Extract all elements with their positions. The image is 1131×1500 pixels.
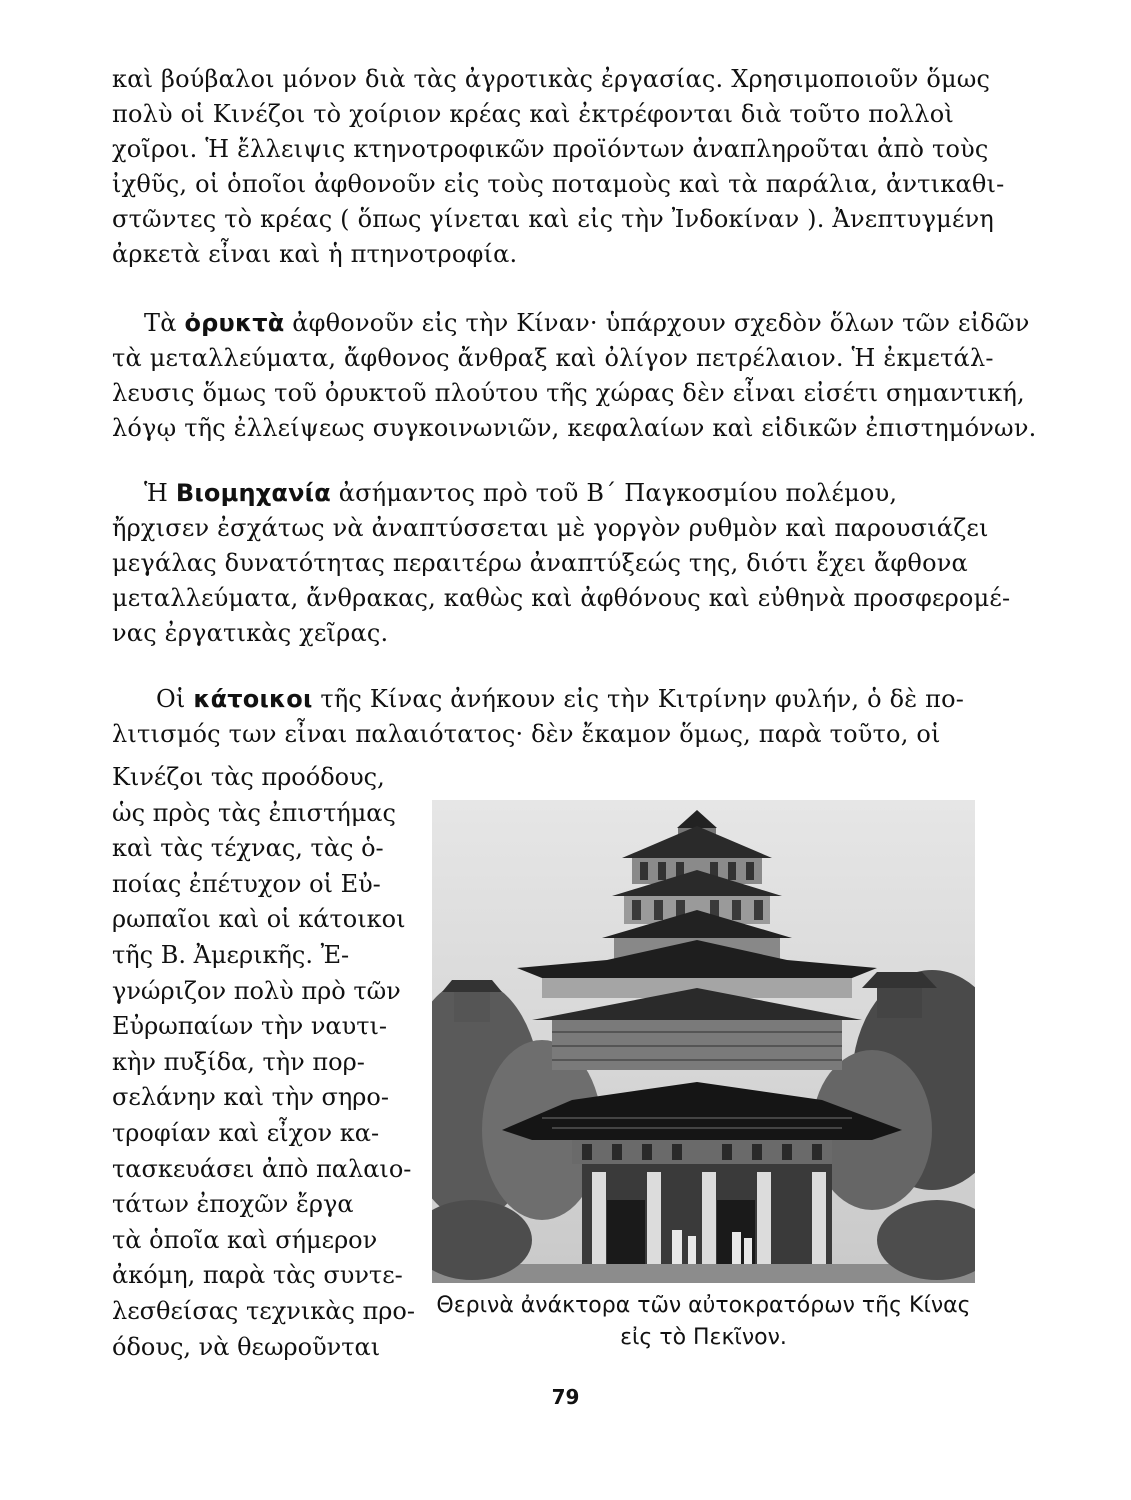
- text-line: ποίας ἐπέτυχον οἱ Εὐ-: [112, 869, 381, 898]
- text-line: μεγάλας δυνατότητας περαιτέρω ἀναπτύξεώς της, διότι ἔχει ἄφθονα: [112, 549, 968, 577]
- keyword-minerals: ὀρυκτὰ: [184, 309, 285, 337]
- text-line: [112, 306, 1030, 341]
- paragraph-minerals: [112, 306, 1037, 446]
- text-line: μεταλλεύματα, ἄνθρακας, καθὼς καὶ ἀφθόνους καὶ εὐθηνὰ προσφερομέ-: [112, 584, 1011, 612]
- text-line: σελάνην καὶ τὴν σηρο-: [112, 1083, 389, 1112]
- text-line: Κινέζοι τὰς προόδους,: [112, 763, 385, 791]
- lead-word: Ἡ: [144, 479, 169, 507]
- paragraph-inhabitants: [112, 682, 980, 752]
- text-line: τάτων ἐποχῶν ἔργα: [112, 1190, 354, 1219]
- text-line: νας ἐργατικὰς χεῖρας.: [112, 619, 389, 647]
- text-line: Εὐρωπαίων τὴν ναυτι-: [112, 1012, 388, 1041]
- text-line: όδους, νὰ θεωροῦνται: [112, 1332, 381, 1361]
- summer-palace-photo: [432, 800, 975, 1283]
- text-line: [112, 682, 980, 717]
- text-line: γνώριζον πολὺ πρὸ τῶν: [112, 976, 401, 1005]
- paragraph-livestock: [112, 62, 1005, 272]
- pagoda-illustration: [432, 800, 975, 1283]
- text-line: πολὺ οἱ Κινέζοι τὸ χοίριον κρέας καὶ ἐκτρέφονται διὰ τοῦτο πολλοὶ: [112, 100, 954, 128]
- keyword-inhabitants: κάτοικοι: [193, 685, 313, 713]
- keyword-industry: Βιομηχανία: [175, 479, 331, 507]
- narrow-text-column: [112, 760, 415, 1365]
- page-number: 79: [551, 1385, 580, 1409]
- photo-caption: [432, 1290, 975, 1354]
- text-line: χοῖροι. Ἡ ἔλλειψις κτηνοτροφικῶν προϊόντων ἀναπληροῦται ἀπὸ τοὺς: [112, 135, 989, 163]
- text-line: λευσις ὅμως τοῦ ὀρυκτοῦ πλούτου τῆς χώρας δὲν εἶναι εἰσέτι σημαντική,: [112, 379, 1025, 407]
- text-line: τὰ ὁποῖα καὶ σήμερον: [112, 1225, 378, 1254]
- text-line: ἀκόμη, παρὰ τὰς συντε-: [112, 1261, 403, 1290]
- text-line: ἤρχισεν ἐσχάτως νὰ ἀναπτύσσεται μὲ γοργὸν ρυθμὸν καὶ παρουσιάζει: [112, 514, 989, 542]
- caption-line: εἰς τὸ Πεκῖνον.: [620, 1325, 787, 1350]
- text-line: στῶντες τὸ κρέας ( ὅπως γίνεται καὶ εἰς τὴν Ἰνδοκίναν ). Ἀνεπτυγμένη: [112, 205, 994, 233]
- line-rest: τῆς Κίνας ἀνήκουν εἰς τὴν Κιτρίνην φυλήν, ὁ δὲ πο-: [320, 685, 965, 713]
- text-line: τῆς Β. Ἀμερικῆς. Ἐ-: [112, 940, 350, 969]
- text-line: ἰχθῦς, οἱ ὁποῖοι ἀφθονοῦν εἰς τοὺς ποταμοὺς καὶ τὰ παράλια, ἀντικαθι-: [112, 170, 1005, 198]
- line-rest: ἀσήμαντος πρὸ τοῦ Β΄ Παγκοσμίου πολέμου,: [338, 479, 898, 507]
- line-rest: ἀφθονοῦν εἰς τὴν Κίναν· ὑπάρχουν σχεδὸν ὅλων τῶν εἰδῶν: [292, 309, 1030, 337]
- text-line: τασκευάσει ἀπὸ παλαιο-: [112, 1154, 412, 1183]
- paragraph-industry: [112, 476, 1011, 651]
- text-line: ἀρκετὰ εἶναι καὶ ἡ πτηνοτροφία.: [112, 240, 518, 268]
- text-line: λιτισμός των εἶναι παλαιότατος· δὲν ἔκαμον ὅμως, παρὰ τοῦτο, οἱ: [112, 720, 941, 748]
- text-line: ὡς πρὸς τὰς ἐπιστήμας: [112, 798, 396, 827]
- caption-line: Θερινὰ ἀνάκτορα τῶν αὐτοκρατόρων τῆς Κίνας: [436, 1293, 971, 1318]
- text-line: καὶ τὰς τέχνας, τὰς ὁ-: [112, 834, 384, 863]
- text-line: κὴν πυξίδα, τὴν πορ-: [112, 1047, 365, 1076]
- text-line: καὶ βούβαλοι μόνον διὰ τὰς ἀγροτικὰς ἐργασίας. Χρησιμοποιοῦν ὅμως: [112, 65, 991, 93]
- lead-word: Οἱ: [156, 685, 186, 713]
- text-line: ρωπαῖοι καὶ οἱ κάτοικοι: [112, 905, 406, 934]
- text-line: λεσθείσας τεχνικὰς προ-: [112, 1296, 415, 1325]
- text-line: τροφίαν καὶ εἶχον κα-: [112, 1118, 380, 1147]
- lead-word: Τὰ: [144, 309, 177, 337]
- text-line: τὰ μεταλλεύματα, ἄφθονος ἄνθραξ καὶ ὀλίγον πετρέλαιον. Ἡ ἐκμετάλ-: [112, 344, 994, 372]
- text-line: λόγῳ τῆς ἐλλείψεως συγκοινωνιῶν, κεφαλαίων καὶ εἰδικῶν ἐπιστημόνων.: [112, 414, 1037, 442]
- text-line: [112, 476, 980, 511]
